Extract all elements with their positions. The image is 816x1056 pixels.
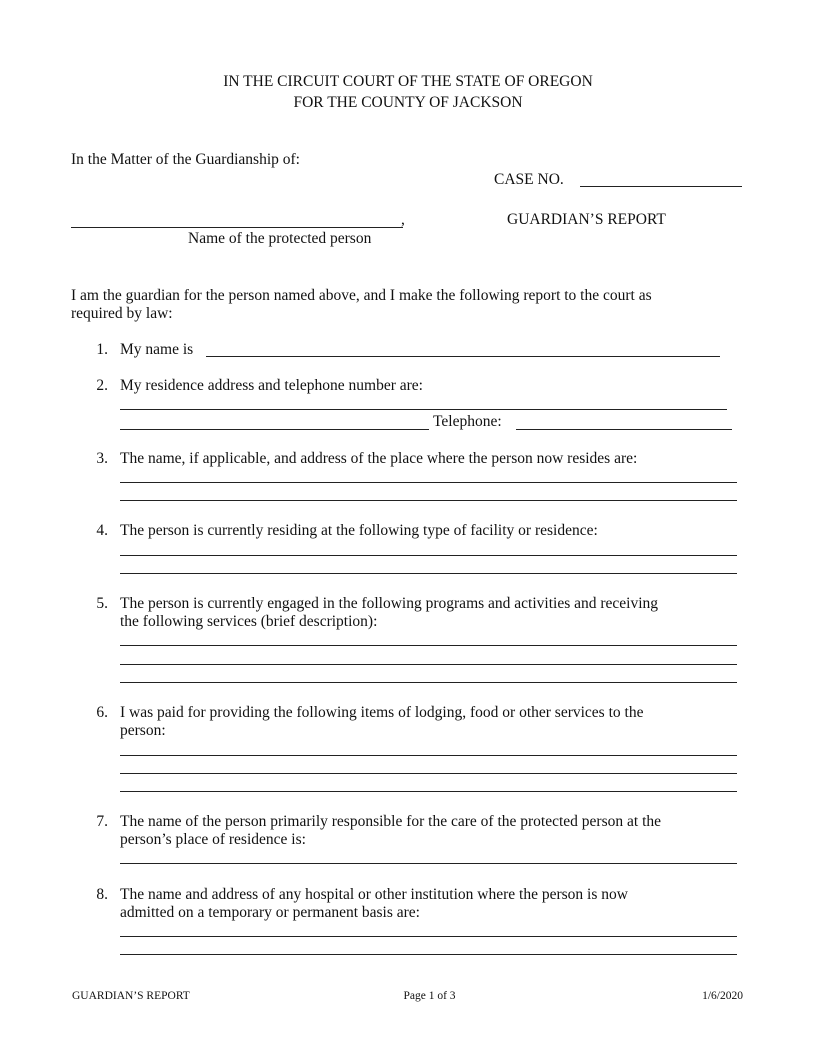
footer-date: 1/6/2020 — [702, 990, 743, 1002]
item-7-text-line-2: person’s place of residence is: — [120, 831, 306, 848]
institution-field-2[interactable] — [120, 954, 737, 955]
facility-type-field-2[interactable] — [120, 573, 737, 574]
current-residence-field-2[interactable] — [120, 500, 737, 501]
item-8-number: 8. — [96, 886, 108, 903]
item-5-text-line-2: the following services (brief description): — [120, 613, 378, 630]
programs-field-1[interactable] — [120, 645, 737, 646]
item-5-text-line-1: The person is currently engaged in the following programs and activities and receiving — [120, 595, 659, 612]
telephone-label: Telephone: — [433, 413, 502, 430]
item-4-number: 4. — [96, 522, 108, 539]
item-8-text-line-1: The name and address of any hospital or other institution where the person is now — [120, 886, 628, 903]
item-2-number: 2. — [96, 377, 108, 394]
intro-line-1: I am the guardian for the person named above, and I make the following report to the court as — [71, 287, 652, 304]
programs-field-3[interactable] — [120, 682, 737, 683]
payments-field-3[interactable] — [120, 791, 737, 792]
item-1-text: My name is — [120, 341, 194, 358]
protected-person-name-field[interactable] — [71, 227, 403, 228]
court-title-line-1: IN THE CIRCUIT COURT OF THE STATE OF OREGON — [223, 73, 593, 90]
item-7-text-line-1: The name of the person primarily responsible for the care of the protected person at the — [120, 813, 662, 830]
residence-address-field-2[interactable] — [120, 429, 429, 430]
item-3-text: The name, if applicable, and address of the place where the person now resides are: — [120, 450, 638, 467]
item-1-number: 1. — [96, 341, 108, 358]
institution-field-1[interactable] — [120, 936, 737, 937]
item-5-number: 5. — [96, 595, 108, 612]
payments-field-1[interactable] — [120, 755, 737, 756]
item-6-number: 6. — [96, 704, 108, 721]
matter-label: In the Matter of the Guardianship of: — [71, 151, 300, 168]
item-6-text-line-1: I was paid for providing the following items of lodging, food or other services to the — [120, 704, 644, 721]
caregiver-field[interactable] — [120, 863, 737, 864]
name-comma: , — [401, 211, 405, 228]
intro-line-2: required by law: — [71, 305, 173, 322]
payments-field-2[interactable] — [120, 773, 737, 774]
footer-document-title: GUARDIAN’S REPORT — [72, 990, 190, 1002]
item-4-text: The person is currently residing at the following type of facility or residence: — [120, 522, 598, 539]
protected-person-name-label: Name of the protected person — [188, 230, 372, 247]
programs-field-2[interactable] — [120, 664, 737, 665]
case-no-label: CASE NO. — [494, 171, 564, 188]
current-residence-field-1[interactable] — [120, 482, 737, 483]
item-7-number: 7. — [96, 813, 108, 830]
item-8-text-line-2: admitted on a temporary or permanent basis are: — [120, 904, 420, 921]
case-no-field[interactable] — [580, 186, 742, 187]
item-3-number: 3. — [96, 450, 108, 467]
footer-page-number: Page 1 of 3 — [403, 990, 456, 1002]
telephone-field[interactable] — [516, 429, 732, 430]
item-6-text-line-2: person: — [120, 722, 166, 739]
court-title-line-2: FOR THE COUNTY OF JACKSON — [293, 94, 523, 111]
residence-address-field[interactable] — [120, 409, 727, 410]
facility-type-field-1[interactable] — [120, 555, 737, 556]
report-title: GUARDIAN’S REPORT — [507, 211, 666, 228]
item-2-text: My residence address and telephone number are: — [120, 377, 423, 394]
guardian-name-field[interactable] — [206, 356, 720, 357]
